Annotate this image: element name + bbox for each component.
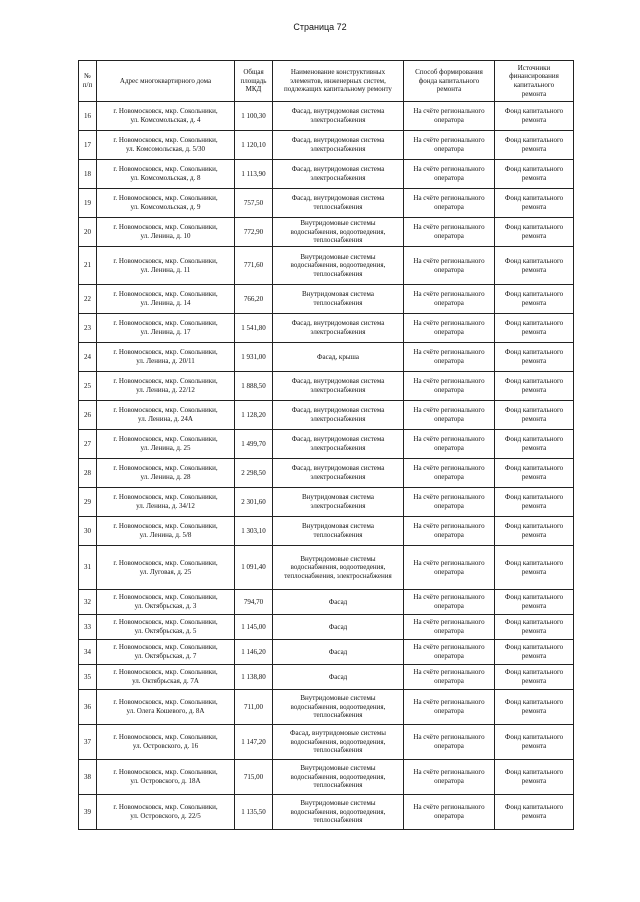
address-cell: г. Новомосковск, мкр. Сокольники, ул. Ленина, д. 17 (97, 314, 235, 343)
number-cell: 31 (79, 546, 97, 590)
works-cell: Фасад (273, 665, 404, 690)
header-works: Наименование конструктивных элементов, инженерных систем, подлежащих капитальному ремонту (273, 61, 404, 102)
method-cell: На счёте регионального оператора (404, 343, 495, 372)
area-cell: 1 138,80 (235, 665, 273, 690)
header-address: Адрес многоквартирного дома (97, 61, 235, 102)
source-cell: Фонд капитального ремонта (495, 102, 574, 131)
source-cell: Фонд капитального ремонта (495, 459, 574, 488)
works-cell: Фасад, внутридомовая система электроснабжения (273, 372, 404, 401)
number-cell: 18 (79, 160, 97, 189)
works-cell: Фасад, крыша (273, 343, 404, 372)
table-row (79, 430, 574, 459)
table-row (79, 372, 574, 401)
area-cell: 1 147,20 (235, 725, 273, 760)
area-cell: 1 541,80 (235, 314, 273, 343)
source-cell: Фонд капитального ремонта (495, 640, 574, 665)
number-cell: 36 (79, 690, 97, 725)
address-cell: г. Новомосковск, мкр. Сокольники, ул. Ленина, д. 11 (97, 247, 235, 285)
source-cell: Фонд капитального ремонта (495, 285, 574, 314)
table-row (79, 102, 574, 131)
address-cell: г. Новомосковск, мкр. Сокольники, ул. Ленина, д. 10 (97, 218, 235, 247)
address-cell: г. Новомосковск, мкр. Сокольники, ул. Ленина, д. 20/11 (97, 343, 235, 372)
works-cell: Фасад (273, 640, 404, 665)
table-row (79, 615, 574, 640)
works-cell: Фасад, внутридомовая система электроснабжения (273, 131, 404, 160)
table-row (79, 459, 574, 488)
source-cell: Фонд капитального ремонта (495, 189, 574, 218)
number-cell: 38 (79, 760, 97, 795)
area-cell: 757,50 (235, 189, 273, 218)
table-row (79, 690, 574, 725)
table-row (79, 314, 574, 343)
table-row (79, 590, 574, 615)
method-cell: На счёте регионального оператора (404, 247, 495, 285)
works-cell: Внутридомовая система теплоснабжения (273, 285, 404, 314)
area-cell: 772,90 (235, 218, 273, 247)
table-row (79, 725, 574, 760)
header-number: № п/п (79, 61, 97, 102)
address-cell: г. Новомосковск, мкр. Сокольники, ул. Октябрьская, д. 3 (97, 590, 235, 615)
method-cell: На счёте регионального оператора (404, 590, 495, 615)
table-row (79, 218, 574, 247)
table-row (79, 343, 574, 372)
source-cell: Фонд капитального ремонта (495, 546, 574, 590)
source-cell: Фонд капитального ремонта (495, 247, 574, 285)
address-cell: г. Новомосковск, мкр. Сокольники, ул. Островского, д. 16 (97, 725, 235, 760)
number-cell: 32 (79, 590, 97, 615)
address-cell: г. Новомосковск, мкр. Сокольники, ул. Ленина, д. 28 (97, 459, 235, 488)
source-cell: Фонд капитального ремонта (495, 615, 574, 640)
address-cell: г. Новомосковск, мкр. Сокольники, ул. Островского, д. 22/5 (97, 795, 235, 830)
area-cell: 1 113,90 (235, 160, 273, 189)
number-cell: 29 (79, 488, 97, 517)
area-cell: 1 888,50 (235, 372, 273, 401)
works-cell: Фасад, внутридомовая система электроснабжения (273, 401, 404, 430)
method-cell: На счёте регионального оператора (404, 725, 495, 760)
address-cell: г. Новомосковск, мкр. Сокольники, ул. Олега Кошевого, д. 8А (97, 690, 235, 725)
source-cell: Фонд капитального ремонта (495, 401, 574, 430)
table-row (79, 517, 574, 546)
number-cell: 22 (79, 285, 97, 314)
works-cell: Внутридомовые системы водоснабжения, водоотведения, теплоснабжения (273, 690, 404, 725)
area-cell: 1 145,00 (235, 615, 273, 640)
address-cell: г. Новомосковск, мкр. Сокольники, ул. Комсомольская, д. 9 (97, 189, 235, 218)
address-cell: г. Новомосковск, мкр. Сокольники, ул. Комсомольская, д. 5/30 (97, 131, 235, 160)
source-cell: Фонд капитального ремонта (495, 430, 574, 459)
source-cell: Фонд капитального ремонта (495, 488, 574, 517)
table-row (79, 285, 574, 314)
table-row (79, 401, 574, 430)
works-cell: Внутридомовые системы водоснабжения, водоотведения, теплоснабжения (273, 795, 404, 830)
address-cell: г. Новомосковск, мкр. Сокольники, ул. Луговая, д. 25 (97, 546, 235, 590)
source-cell: Фонд капитального ремонта (495, 372, 574, 401)
source-cell: Фонд капитального ремонта (495, 760, 574, 795)
source-cell: Фонд капитального ремонта (495, 590, 574, 615)
works-cell: Внутридомовые системы водоснабжения, водоотведения, теплоснабжения (273, 247, 404, 285)
source-cell: Фонд капитального ремонта (495, 343, 574, 372)
works-cell: Фасад, внутридомовая система теплоснабжения (273, 189, 404, 218)
address-cell: г. Новомосковск, мкр. Сокольники, ул. Октябрьская, д. 7 (97, 640, 235, 665)
method-cell: На счёте регионального оператора (404, 314, 495, 343)
area-cell: 711,00 (235, 690, 273, 725)
method-cell: На счёте регионального оператора (404, 640, 495, 665)
works-cell: Фасад, внутридомовые системы водоснабжения, водоотведения, теплоснабжения (273, 725, 404, 760)
area-cell: 1 135,50 (235, 795, 273, 830)
area-cell: 2 301,60 (235, 488, 273, 517)
source-cell: Фонд капитального ремонта (495, 131, 574, 160)
number-cell: 19 (79, 189, 97, 218)
area-cell: 2 298,50 (235, 459, 273, 488)
table-row (79, 160, 574, 189)
method-cell: На счёте регионального оператора (404, 488, 495, 517)
table-row (79, 546, 574, 590)
number-cell: 30 (79, 517, 97, 546)
table-row (79, 247, 574, 285)
number-cell: 17 (79, 131, 97, 160)
page-header: Страница 72 (293, 22, 347, 32)
number-cell: 24 (79, 343, 97, 372)
table-row (79, 640, 574, 665)
table-row (79, 488, 574, 517)
number-cell: 27 (79, 430, 97, 459)
area-cell: 794,70 (235, 590, 273, 615)
source-cell: Фонд капитального ремонта (495, 314, 574, 343)
source-cell: Фонд капитального ремонта (495, 690, 574, 725)
works-cell: Фасад, внутридомовая система электроснабжения (273, 160, 404, 189)
number-cell: 37 (79, 725, 97, 760)
area-cell: 1 100,30 (235, 102, 273, 131)
area-cell: 1 931,00 (235, 343, 273, 372)
area-cell: 1 303,10 (235, 517, 273, 546)
area-cell: 771,60 (235, 247, 273, 285)
method-cell: На счёте регионального оператора (404, 459, 495, 488)
table-row (79, 760, 574, 795)
method-cell: На счёте регионального оператора (404, 189, 495, 218)
table-row (79, 189, 574, 218)
method-cell: На счёте регионального оператора (404, 517, 495, 546)
source-cell: Фонд капитального ремонта (495, 665, 574, 690)
works-cell: Внутридомовые системы водоснабжения, водоотведения, теплоснабжения, электроснабжения (273, 546, 404, 590)
area-cell: 1 120,10 (235, 131, 273, 160)
address-cell: г. Новомосковск, мкр. Сокольники, ул. Комсомольская, д. 8 (97, 160, 235, 189)
works-cell: Внутридомовые системы водоснабжения, водоотведения, теплоснабжения (273, 760, 404, 795)
method-cell: На счёте регионального оператора (404, 546, 495, 590)
works-cell: Фасад, внутридомовая система электроснабжения (273, 459, 404, 488)
number-cell: 21 (79, 247, 97, 285)
method-cell: На счёте регионального оператора (404, 372, 495, 401)
address-cell: г. Новомосковск, мкр. Сокольники, ул. Ленина, д. 14 (97, 285, 235, 314)
source-cell: Фонд капитального ремонта (495, 160, 574, 189)
method-cell: На счёте регионального оператора (404, 285, 495, 314)
table-header-row (79, 61, 574, 102)
area-cell: 1 146,20 (235, 640, 273, 665)
address-cell: г. Новомосковск, мкр. Сокольники, ул. Ленина, д. 5/8 (97, 517, 235, 546)
method-cell: На счёте регионального оператора (404, 430, 495, 459)
header-source: Источники финансирования капитального ремонта (495, 61, 574, 102)
area-cell: 1 499,70 (235, 430, 273, 459)
source-cell: Фонд капитального ремонта (495, 517, 574, 546)
works-cell: Фасад, внутридомовая система электроснабжения (273, 430, 404, 459)
number-cell: 23 (79, 314, 97, 343)
address-cell: г. Новомосковск, мкр. Сокольники, ул. Ленина, д. 25 (97, 430, 235, 459)
method-cell: На счёте регионального оператора (404, 401, 495, 430)
works-cell: Фасад, внутридомовая система электроснабжения (273, 102, 404, 131)
source-cell: Фонд капитального ремонта (495, 218, 574, 247)
area-cell: 1 128,20 (235, 401, 273, 430)
method-cell: На счёте регионального оператора (404, 615, 495, 640)
address-cell: г. Новомосковск, мкр. Сокольники, ул. Ленина, д. 24А (97, 401, 235, 430)
works-cell: Фасад (273, 615, 404, 640)
works-cell: Внутридомовая система электроснабжения (273, 488, 404, 517)
header-area: Общая площадь МКД (235, 61, 273, 102)
method-cell: На счёте регионального оператора (404, 690, 495, 725)
source-cell: Фонд капитального ремонта (495, 725, 574, 760)
method-cell: На счёте регионального оператора (404, 131, 495, 160)
number-cell: 35 (79, 665, 97, 690)
works-cell: Фасад (273, 590, 404, 615)
method-cell: На счёте регионального оператора (404, 102, 495, 131)
number-cell: 33 (79, 615, 97, 640)
header-method: Способ формирования фонда капитального ремонта (404, 61, 495, 102)
works-cell: Внутридомовая система теплоснабжения (273, 517, 404, 546)
area-cell: 1 091,40 (235, 546, 273, 590)
method-cell: На счёте регионального оператора (404, 160, 495, 189)
source-cell: Фонд капитального ремонта (495, 795, 574, 830)
method-cell: На счёте регионального оператора (404, 760, 495, 795)
works-cell: Фасад, внутридомовая система электроснабжения (273, 314, 404, 343)
table-row (79, 795, 574, 830)
method-cell: На счёте регионального оператора (404, 795, 495, 830)
address-cell: г. Новомосковск, мкр. Сокольники, ул. Островского, д. 18А (97, 760, 235, 795)
area-cell: 766,20 (235, 285, 273, 314)
table-row (79, 665, 574, 690)
method-cell: На счёте регионального оператора (404, 218, 495, 247)
number-cell: 34 (79, 640, 97, 665)
number-cell: 16 (79, 102, 97, 131)
number-cell: 25 (79, 372, 97, 401)
address-cell: г. Новомосковск, мкр. Сокольники, ул. Октябрьская, д. 7А (97, 665, 235, 690)
number-cell: 28 (79, 459, 97, 488)
works-cell: Внутридомовые системы водоснабжения, водоотведения, теплоснабжения (273, 218, 404, 247)
table-body (79, 102, 574, 830)
area-cell: 715,00 (235, 760, 273, 795)
number-cell: 26 (79, 401, 97, 430)
number-cell: 20 (79, 218, 97, 247)
address-cell: г. Новомосковск, мкр. Сокольники, ул. Октябрьская, д. 5 (97, 615, 235, 640)
address-cell: г. Новомосковск, мкр. Сокольники, ул. Ленина, д. 22/12 (97, 372, 235, 401)
address-cell: г. Новомосковск, мкр. Сокольники, ул. Комсомольская, д. 4 (97, 102, 235, 131)
table-row (79, 131, 574, 160)
method-cell: На счёте регионального оператора (404, 665, 495, 690)
number-cell: 39 (79, 795, 97, 830)
repair-table (78, 60, 574, 830)
address-cell: г. Новомосковск, мкр. Сокольники, ул. Ленина, д. 34/12 (97, 488, 235, 517)
